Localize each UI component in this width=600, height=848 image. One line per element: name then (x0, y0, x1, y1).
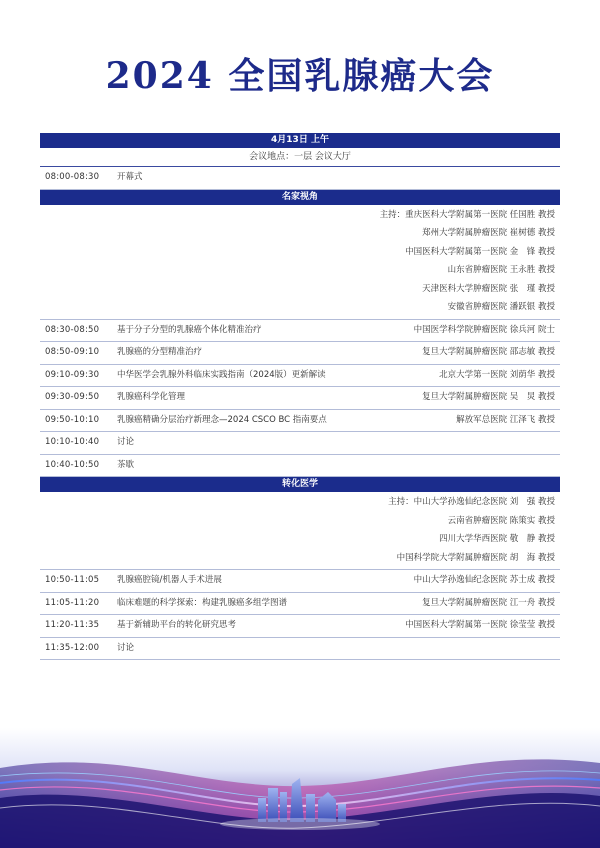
agenda-row (40, 410, 560, 433)
agenda-row (40, 320, 560, 343)
talk-topic: 乳腺癌的分型精准治疗 (117, 347, 203, 357)
talk-topic: 基于新辅助平台的转化研究思考 (117, 620, 237, 630)
speaker: 中山大学孙逸仙纪念医院 苏士成 教授 (413, 575, 555, 585)
session-header-2: 转化医学 (40, 477, 560, 492)
time-slot: 08:30-08:50 (45, 324, 100, 335)
time-slot: 09:30-09:50 (45, 392, 100, 402)
agenda-row (40, 638, 560, 661)
agenda-row (40, 593, 560, 616)
speaker: 复旦大学附属肿瘤医院 邵志敏 教授 (422, 347, 555, 357)
talk-topic: 讨论 (117, 437, 135, 447)
chair-line: 主持：中山大学孙逸仙纪念医院 刘 强 教授 (388, 497, 555, 507)
session-1-chairs (40, 205, 560, 320)
session-2-chairs (40, 492, 560, 570)
speaker: 解放军总医院 江泽飞 教授 (456, 414, 555, 425)
time-slot: 11:20-11:35 (45, 620, 100, 630)
time-slot: 11:35-12:00 (45, 642, 100, 653)
chair-line: 四川大学华西医院 敬 静 教授 (439, 534, 555, 544)
chair-line: 中国医科大学附属第一医院 金 锋 教授 (405, 246, 555, 257)
chair-line: 中国科学院大学附属肿瘤医院 胡 海 教授 (396, 552, 555, 563)
talk-topic: 乳腺癌腔镜/机器人手术进展 (117, 575, 222, 585)
speaker: 复旦大学附属肿瘤医院 吴 炅 教授 (422, 392, 555, 402)
talk-topic: 开幕式 (117, 172, 143, 182)
time-slot: 09:50-10:10 (45, 414, 100, 425)
talk-topic: 中华医学会乳腺外科临床实践指南（2024版）更新解读 (117, 369, 326, 380)
talk-topic: 茶歇 (117, 459, 135, 470)
time-slot: 10:50-11:05 (45, 575, 100, 585)
agenda-row (40, 455, 560, 478)
chair-line: 云南省肿瘤医院 陈策实 教授 (447, 515, 555, 526)
chair-line: 安徽省肿瘤医院 潘跃银 教授 (447, 302, 555, 312)
day-header: 4月13日 上午 (40, 133, 560, 148)
chair-line: 主持：重庆医科大学附属第一医院 任国胜 教授 (379, 209, 555, 220)
talk-topic: 基于分子分型的乳腺癌个体化精准治疗 (117, 324, 262, 335)
speaker: 北京大学第一医院 刘荫华 教授 (439, 369, 555, 380)
time-slot: 10:10-10:40 (45, 437, 100, 447)
agenda-row-opening (40, 167, 560, 190)
session-header-1: 名家视角 (40, 190, 560, 205)
chair-line: 天津医科大学肿瘤医院 张 瑾 教授 (422, 283, 555, 294)
agenda-row (40, 365, 560, 388)
schedule-table (40, 133, 560, 660)
page-title: 2024 全国乳腺癌大会 (105, 55, 495, 97)
time-slot: 08:50-09:10 (45, 347, 100, 357)
venue-line: 会议地点：一层 会议大厅 (40, 148, 560, 167)
chair-line: 郑州大学附属肿瘤医院 崔树德 教授 (422, 228, 555, 238)
talk-topic: 乳腺癌精确分层治疗新理念—2024 CSCO BC 指南要点 (117, 414, 327, 425)
talk-topic: 乳腺癌科学化管理 (117, 392, 186, 402)
agenda-row (40, 432, 560, 455)
speaker: 中国医科大学附属第一医院 徐莹莹 教授 (405, 620, 555, 630)
chair-line: 山东省肿瘤医院 王永胜 教授 (447, 265, 555, 275)
time-slot: 10:40-10:50 (45, 459, 100, 470)
time-slot: 11:05-11:20 (45, 597, 100, 608)
talk-topic: 临床难题的科学探索：构建乳腺癌多组学图谱 (117, 597, 288, 608)
speaker: 中国医学科学院肿瘤医院 徐兵河 院士 (413, 324, 555, 335)
agenda-row (40, 570, 560, 593)
footer-skyline-graphic (0, 728, 600, 848)
agenda-row (40, 615, 560, 638)
time-slot: 08:00-08:30 (45, 172, 100, 182)
talk-topic: 讨论 (117, 642, 135, 653)
agenda-row (40, 342, 560, 365)
agenda-row (40, 387, 560, 410)
time-slot: 09:10-09:30 (45, 369, 100, 380)
speaker: 复旦大学附属肿瘤医院 江一舟 教授 (422, 597, 555, 608)
